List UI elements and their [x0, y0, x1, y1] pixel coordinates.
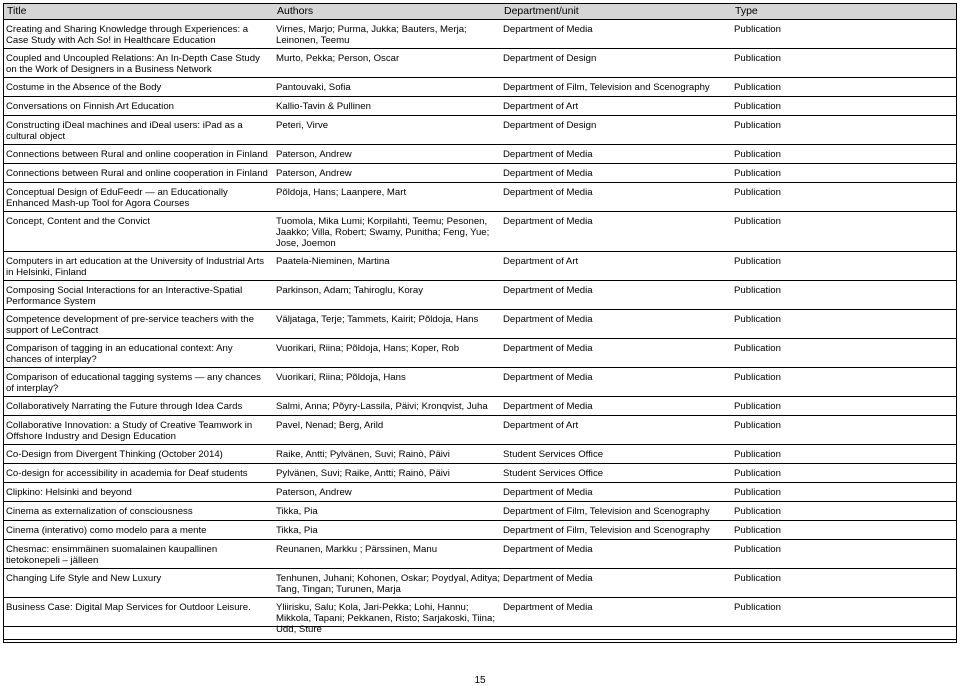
table-row [4, 20, 956, 49]
row-authors: Reunanen, Markku ; Pärssinen, Manu [276, 544, 438, 555]
row-title: Co-Design from Divergent Thinking (October 2014) [6, 449, 223, 460]
row-authors: Parkinson, Adam; Tahiroglu, Koray [276, 285, 424, 296]
table-row [4, 540, 956, 569]
row-type: Publication [734, 372, 781, 383]
row-authors: Raike, Antti; Pylvänen, Suvi; Rainò, Päivi [276, 449, 450, 460]
table-row [4, 164, 956, 183]
row-authors: Paatela-Nieminen, Martina [276, 256, 390, 267]
table-row [4, 464, 956, 483]
row-authors: Murto, Pekka; Person, Oscar [276, 53, 400, 64]
row-title: Computers in art education at the University of Industrial Arts in Helsinki, Finland [6, 256, 265, 278]
table-row [4, 252, 956, 281]
table-row [4, 49, 956, 78]
header-department: Department/unit [504, 5, 579, 17]
row-department: Department of Media [503, 343, 593, 354]
row-department: Department of Film, Television and Scenography [503, 82, 710, 93]
row-type: Publication [734, 506, 781, 517]
row-type: Publication [734, 24, 781, 35]
row-department: Student Services Office [503, 468, 604, 479]
row-title: Co-design for accessibility in academia for Deaf students [6, 468, 248, 479]
table-row [4, 483, 956, 502]
row-type: Publication [734, 420, 781, 431]
table-row [4, 368, 956, 397]
row-title: Cinema (interativo) como modelo para a mente [6, 525, 207, 536]
row-department: Department of Film, Television and Scenography [503, 525, 710, 536]
row-department: Department of Media [503, 24, 593, 35]
row-department: Department of Media [503, 401, 593, 412]
row-authors: Kallio-Tavin & Pullinen [276, 101, 371, 112]
row-type: Publication [734, 487, 781, 498]
row-type: Publication [734, 120, 781, 131]
row-type: Publication [734, 101, 781, 112]
row-authors: Peteri, Virve [276, 120, 329, 131]
row-authors: Vuorikari, Riina; Põldoja, Hans [276, 372, 406, 383]
row-title: Business Case: Digital Map Services for Outdoor Leisure. [6, 602, 251, 613]
row-type: Publication [734, 401, 781, 412]
row-authors: Tikka, Pia [276, 506, 318, 517]
row-title: Chesmac: ensimmäinen suomalainen kaupallinen tietokonepeli – jälleen [6, 544, 218, 566]
row-type: Publication [734, 285, 781, 296]
row-department: Department of Media [503, 216, 593, 227]
row-title: Changing Life Style and New Luxury [6, 573, 162, 584]
row-title: Competence development of pre-service teachers with the support of LeContract [6, 314, 254, 336]
table-row [4, 521, 956, 540]
header-type: Type [735, 5, 758, 17]
row-type: Publication [734, 343, 781, 354]
row-authors: Väljataga, Terje; Tammets, Kairit; Põldoja, Hans [276, 314, 479, 325]
table-header [4, 4, 956, 20]
row-department: Department of Art [503, 420, 579, 431]
row-type: Publication [734, 216, 781, 227]
row-authors: Vuorikari, Riina; Põldoja, Hans; Koper, Rob [276, 343, 460, 354]
table-row [4, 397, 956, 416]
row-title: Collaborative Innovation: a Study of Creative Teamwork in Offshore Industry and Design Education [6, 420, 253, 442]
row-authors: Paterson, Andrew [276, 487, 352, 498]
table-row [4, 310, 956, 339]
row-type: Publication [734, 573, 781, 584]
row-department: Student Services Office [503, 449, 604, 460]
table-row [4, 212, 956, 252]
row-authors: Pantouvaki, Sofia [276, 82, 351, 93]
row-department: Department of Design [503, 53, 597, 64]
row-title: Creating and Sharing Knowledge through Experiences: a Case Study with Ach So! in Healthcare Education [6, 24, 249, 46]
table-row [4, 502, 956, 521]
table-row [4, 116, 956, 145]
row-type: Publication [734, 82, 781, 93]
row-authors: Salmi, Anna; Põyry-Lassila, Päivi; Kronqvist, Juha [276, 401, 488, 412]
row-type: Publication [734, 314, 781, 325]
row-department: Department of Media [503, 168, 593, 179]
table-row [4, 78, 956, 97]
row-authors: Pavel, Nenad; Berg, Arild [276, 420, 384, 431]
row-authors: Paterson, Andrew [276, 168, 352, 179]
table-row [4, 445, 956, 464]
row-title: Comparison of educational tagging systems — any chances of interplay? [6, 372, 261, 394]
row-department: Department of Media [503, 285, 593, 296]
row-department: Department of Art [503, 101, 579, 112]
row-title: Connections between Rural and online cooperation in Finland [6, 149, 268, 160]
row-title: Concept, Content and the Convict [6, 216, 150, 227]
row-title: Cinema as externalization of consciousness [6, 506, 193, 517]
row-title: Comparison of tagging in an educational context: Any chances of interplay? [6, 343, 233, 365]
row-type: Publication [734, 53, 781, 64]
row-title: Costume in the Absence of the Body [6, 82, 162, 93]
row-title: Constructing iDeal machines and iDeal users: iPad as a cultural object [6, 120, 243, 142]
row-department: Department of Media [503, 149, 593, 160]
table-row [4, 416, 956, 445]
row-department: Department of Media [503, 544, 593, 555]
row-authors: Virnes, Marjo; Purma, Jukka; Bauters, Merja; Leinonen, Teemu [276, 24, 467, 46]
table-row [4, 97, 956, 116]
page-number: 15 [474, 675, 486, 686]
row-type: Publication [734, 602, 781, 613]
row-authors: Pylvänen, Suvi; Raike, Antti; Rainò, Päivi [276, 468, 450, 479]
row-department: Department of Media [503, 314, 593, 325]
row-authors: Tuomola, Mika Lumi; Korpilahti, Teemu; Pesonen, Jaakko; Villa, Robert; Swamy, Punitha; Feng, Yue; Jose, Joemon [276, 216, 490, 249]
row-department: Department of Design [503, 120, 597, 131]
row-department: Department of Media [503, 573, 593, 584]
row-department: Department of Media [503, 372, 593, 383]
row-title: Conceptual Design of EduFeedr — an Educationally Enhanced Mash-up Tool for Agora Courses [6, 187, 228, 209]
row-authors: Tikka, Pia [276, 525, 318, 536]
header-title: Title [7, 5, 27, 17]
row-title: Clipkino: Helsinki and beyond [6, 487, 132, 498]
row-title: Connections between Rural and online cooperation in Finland [6, 168, 268, 179]
table-row [4, 339, 956, 368]
row-title: Conversations on Finnish Art Education [6, 101, 174, 112]
row-authors: Tenhunen, Juhani; Kohonen, Oskar; Poydyal, Aditya; Tang, Tingan; Turunen, Marja [276, 573, 500, 595]
table-row [4, 627, 956, 640]
row-type: Publication [734, 256, 781, 267]
row-type: Publication [734, 168, 781, 179]
row-type: Publication [734, 149, 781, 160]
row-type: Publication [734, 449, 781, 460]
row-type: Publication [734, 187, 781, 198]
header-authors: Authors [277, 5, 314, 17]
row-department: Department of Media [503, 602, 593, 613]
table-row [4, 145, 956, 164]
row-department: Department of Film, Television and Scenography [503, 506, 710, 517]
table-row [4, 569, 956, 598]
row-type: Publication [734, 544, 781, 555]
row-type: Publication [734, 525, 781, 536]
row-authors: Yliirisku, Salu; Kola, Jari-Pekka; Lohi, Hannu; Mikkola, Tapani; Pekkanen, Risto; Sarjakoski, Tiina; Udd, Sture [276, 602, 495, 635]
row-title: Collaboratively Narrating the Future through Idea Cards [6, 401, 243, 412]
table-row [4, 598, 956, 635]
row-department: Department of Art [503, 256, 579, 267]
row-authors: Põldoja, Hans; Laanpere, Mart [276, 187, 407, 198]
publications-table [3, 3, 957, 643]
row-department: Department of Media [503, 187, 593, 198]
table-row [4, 281, 956, 310]
row-authors: Paterson, Andrew [276, 149, 352, 160]
row-title: Coupled and Uncoupled Relations: An In-Depth Case Study on the Work of Designers in a Business Network [6, 53, 260, 75]
row-department: Department of Media [503, 487, 593, 498]
table-row [4, 183, 956, 212]
row-title: Composing Social Interactions for an Interactive-Spatial Performance System [6, 285, 243, 307]
row-type: Publication [734, 468, 781, 479]
